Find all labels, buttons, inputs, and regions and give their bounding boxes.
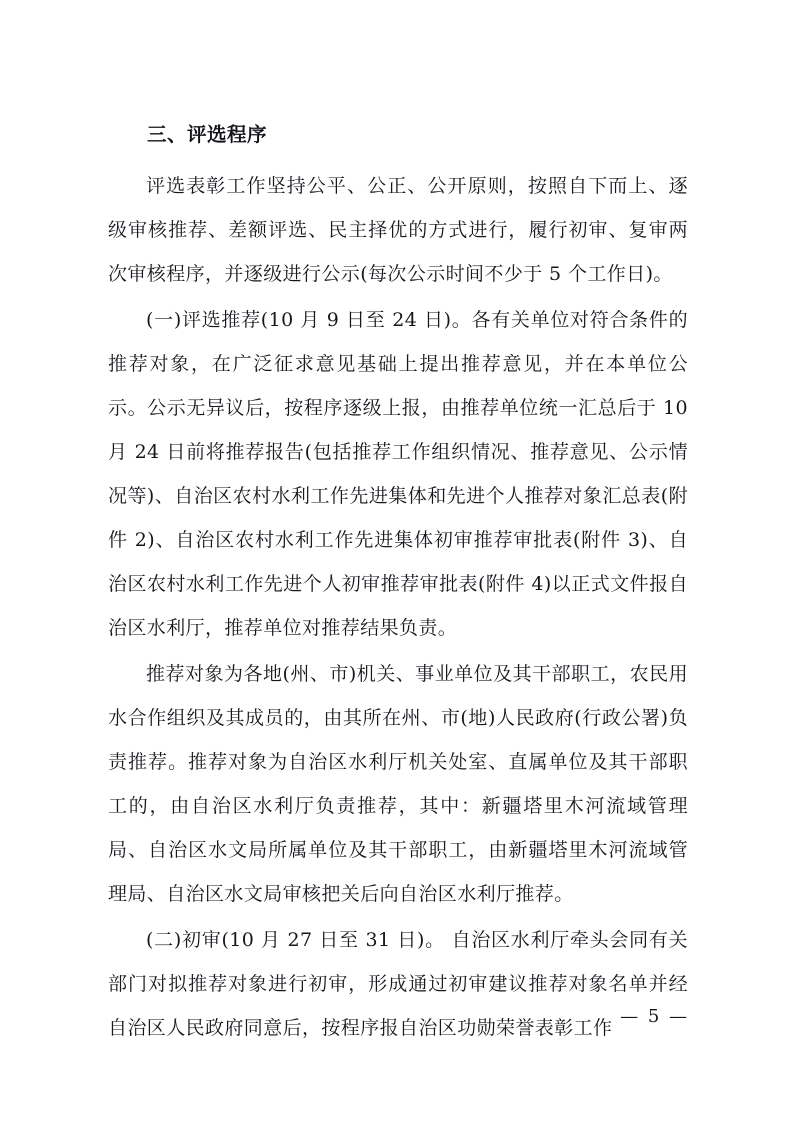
paragraph-step-two: (二)初审(10 月 27 日至 31 日)。 自治区水利厅牵头会同有关部门对拟推荐对象进行初审，形成通过初审建议推荐对象名单并经自治区人民政府同意后，按程序报自治区功勋荣誉表彰工作 (108, 929, 688, 1040)
section-heading: 三、评选程序 (147, 123, 268, 146)
paragraph-recommendation-scope: 推荐对象为各地(州、市)机关、事业单位及其干部职工，农民用水合作组织及其成员的，由其所在州、市(地)人民政府(行政公署)负责推荐。推荐对象为自治区水利厅机关处室、直属单位及其干部职工的，由自治区水利厅负责推荐，其中：新疆塔里木河流域管理局、自治区水文局所属单位及其干部职工，由新疆塔里木河流域管理局、自治区水文局审核把关后向自治区水利厅推荐。 (108, 663, 688, 906)
paragraph-intro: 评选表彰工作坚持公平、公正、公开原则，按照自下而上、逐级审核推荐、差额评选、民主择优的方式进行，履行初审、复审两次审核程序，并逐级进行公示(每次公示时间不少于 5 个工作日)。 (108, 175, 688, 286)
paragraph-step-one: (一)评选推荐(10 月 9 日至 24 日)。各有关单位对符合条件的推荐对象，在广泛征求意见基础上提出推荐意见，并在本单位公示。公示无异议后，按程序逐级上报，由推荐单位统一汇总后于 10 月 24 日前将推荐报告(包括推荐工作组织情况、推荐意见、公示情况等)、自治区农村水利工作先进集体和先进个人推荐对象汇总表(附件 2)、自治区农村水利工作先进集体初审推荐审批表(附件 3)、自治区农村水利工作先进个人初审推荐审批表(附件 4)以正式文件报自治区水利厅，推荐单位对推荐结果负责。 (108, 309, 688, 640)
document-body (108, 120, 688, 1050)
page-number: — 5 — (620, 1006, 689, 1027)
